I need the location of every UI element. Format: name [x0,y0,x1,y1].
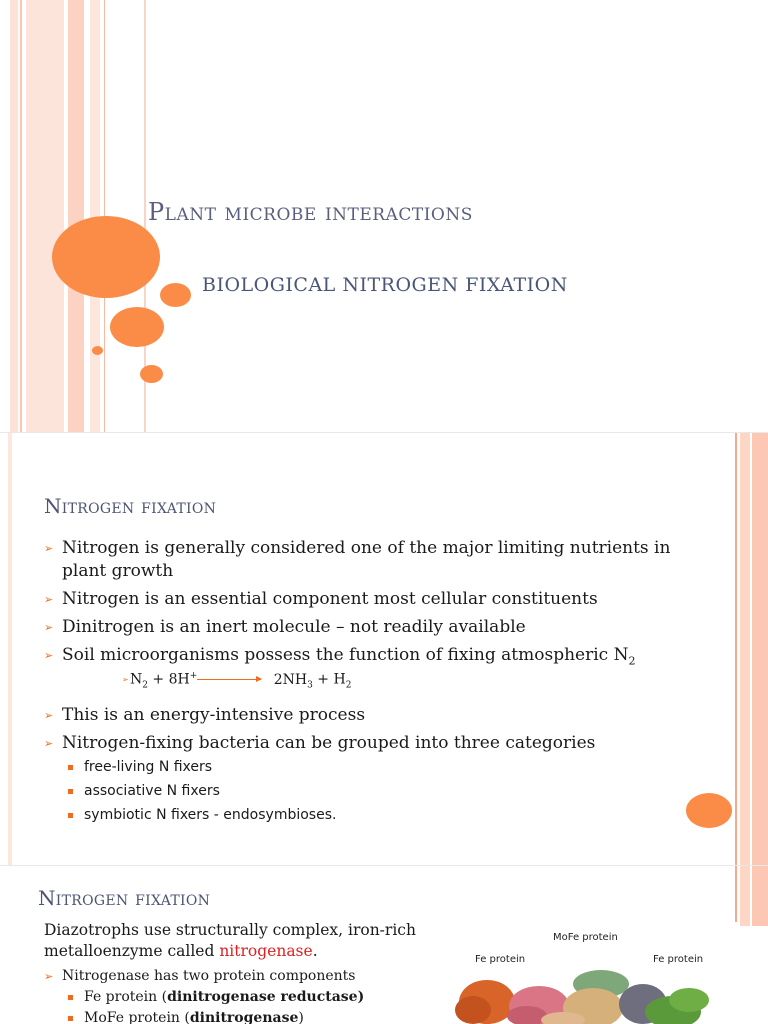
decorative-stripe [26,0,64,432]
decorative-circle [686,793,732,828]
decorative-stripe [740,866,750,926]
decorative-circle [140,365,163,383]
mofe-protein-label: MoFe protein [553,932,618,943]
decorative-stripe [8,433,12,865]
bullet-item: ➢ Nitrogenase has two protein components [44,966,364,987]
arrow-bullet-icon: ➢ [44,737,54,751]
category-item: symbiotic N fixers - endosymbioses. [62,805,704,825]
bullet-item: ➢ Dinitrogen is an inert molecule – not readily available [44,617,526,637]
slide-title: Plant microbe interactions [148,198,473,226]
title-slide [0,0,768,432]
square-bullet-icon [68,789,73,794]
slide-subtitle: BIOLOGICAL NITROGEN FIXATION [202,274,568,296]
bullet-item: ➢ Nitrogen is generally considered one of the major limiting nutrients in plant growth [44,538,671,581]
category-list [62,757,704,825]
slide-heading: Nitrogen fixation [44,494,217,518]
reaction-arrow-icon [197,679,261,680]
bullet-item: ➢ Nitrogen-fixing bacteria can be grouped into three categories free-living N fixers associative N fixers symbiotic N fixers - endosymbioses. [44,732,704,825]
square-bullet-icon [68,995,73,1000]
decorative-stripe [68,0,84,432]
category-item: free-living N fixers [62,757,704,777]
arrow-bullet-icon: ➢ [44,621,54,634]
highlighted-term: nitrogenase [219,942,313,960]
slide-heading: Nitrogen fixation [38,886,211,910]
square-bullet-icon [68,1016,73,1021]
decorative-stripe [735,866,737,922]
arrow-bullet-icon: ➢ [44,709,54,723]
arrow-bullet-icon: ➢ [44,970,54,983]
arrow-bullet-icon: ➢ [44,542,54,555]
sub-bullet-item: MoFe protein (dinitrogenase) [44,1008,364,1024]
arrow-bullet-icon: ➢ [122,675,129,684]
arrow-bullet-icon: ➢ [44,593,54,606]
decorative-circle [92,346,103,355]
sub-bullet-item: Fe protein (dinitrogenase reductase) [44,987,364,1008]
category-item: associative N fixers [62,781,704,801]
nitrogen-fixation-equation: ➢ $N_2 + 8H^+$ $2NH_3 + H_2$ [122,671,352,691]
protein-blobs-icon [443,926,739,1024]
decorative-circle [160,283,191,307]
decorative-stripe [740,433,750,865]
bullet-item: ➢ Soil microorganisms possess the function of fixing atmospheric $N_2$ [44,645,636,668]
square-bullet-icon [68,765,73,770]
square-bullet-icon [68,813,73,818]
decorative-circle [52,216,160,298]
decorative-stripe [10,0,18,432]
fe-protein-left-label: Fe protein [475,954,526,965]
nitrogen-fixation-slide [0,433,768,865]
nitrogenase-structure-image [443,926,739,1024]
decorative-stripe [752,433,768,865]
decorative-stripe [752,866,768,926]
nitrogenase-slide [0,866,768,1024]
bullet-item: ➢ Nitrogen is an essential component most cellular constituents [44,589,598,609]
arrow-bullet-icon: ➢ [44,649,54,662]
decorative-circle [110,307,164,347]
bullet-item: ➢ This is an energy-intensive process [44,705,366,726]
fe-protein-right-label: Fe protein [653,954,704,965]
bullet-list [44,966,364,1024]
intro-paragraph: Diazotrophs use structurally complex, iron-rich metalloenzyme called nitrogenase. [44,921,416,960]
decorative-stripe [20,0,22,432]
decorative-stripe [735,433,737,865]
